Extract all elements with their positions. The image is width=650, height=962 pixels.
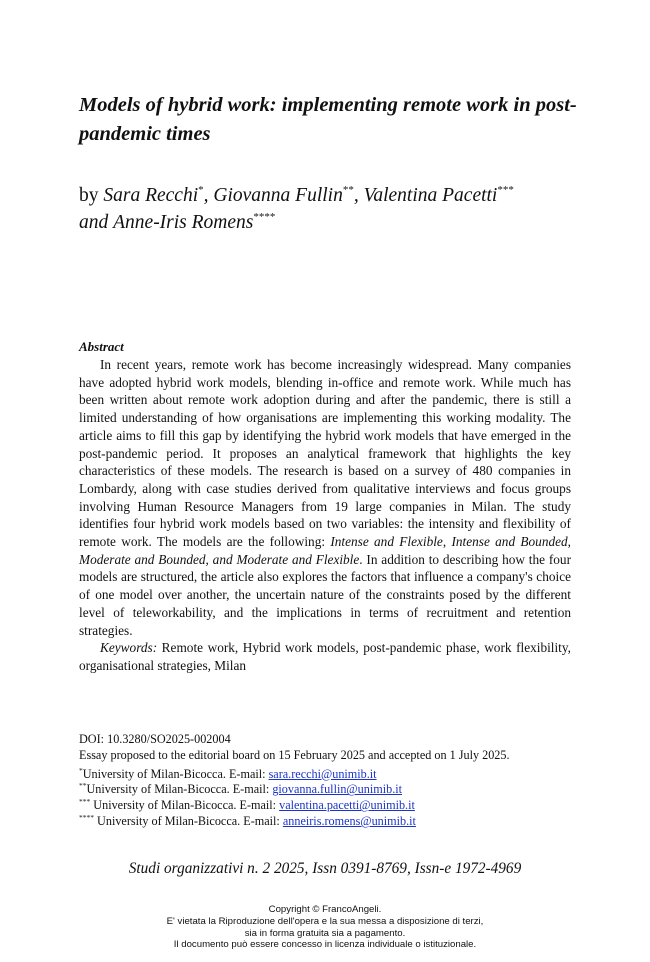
author-footnote-mark: *** — [497, 184, 514, 196]
keywords: Remote work, Hybrid work models, post-pandemic phase, work flexibility, organisational strategies, Milan — [79, 640, 571, 673]
footnotes — [79, 732, 599, 830]
model-name: Moderate and Flexible — [236, 551, 360, 567]
essay-note: Essay proposed to the editorial board on 15 February 2025 and accepted on 1 July 2025. — [79, 747, 510, 762]
author-name: Anne-Iris Romens — [113, 212, 254, 233]
copyright-line: E' vietata la Riproduzione dell'opera e la sua messa a disposizione di terzi, — [166, 915, 484, 927]
author-footnote-mark: * — [198, 184, 204, 196]
author-name: Valentina Pacetti — [363, 185, 498, 206]
by-label: by — [79, 185, 99, 206]
affiliation-text: University of Milan-Bicocca. E-mail: — [82, 766, 269, 781]
doi: DOI: 10.3280/SO2025-002004 — [79, 732, 231, 746]
copyright-line: Il documento può essere concesso in licenza individuale o istituzionale. — [173, 939, 477, 951]
author-separator: , — [203, 185, 214, 206]
footnote-mark: *** — [79, 797, 91, 807]
copyright-line: Copyright © FrancoAngeli. — [268, 904, 382, 915]
abstract-heading: Abstract — [79, 339, 124, 354]
keywords-label: Keywords: — [100, 640, 158, 656]
model-separator: , — [442, 534, 452, 550]
author-line — [79, 182, 599, 236]
model-separator: , and — [205, 551, 237, 567]
copyright-line: sia in forma gratuita sia a pagamento. — [244, 927, 406, 939]
author-name: Sara Recchi — [103, 185, 199, 206]
author-footnote-mark: **** — [253, 211, 276, 223]
affiliation-note — [79, 767, 599, 783]
email-link[interactable]: valentina.pacetti@unimib.it — [279, 798, 415, 813]
abstract-paragraph — [79, 356, 571, 639]
journal-citation: Studi organizzativi n. 2 2025, Issn 0391-8769, Issn-e 1972-4969 — [128, 860, 522, 877]
and-label: and — [79, 212, 109, 233]
model-name: Moderate and Bounded — [79, 551, 206, 567]
copyright-notice — [0, 904, 650, 951]
email-link[interactable]: anneiris.romens@unimib.it — [282, 813, 416, 828]
email-link[interactable]: sara.recchi@unimib.it — [268, 766, 377, 781]
author-footnote-mark: ** — [342, 184, 354, 196]
affiliation-text: University of Milan-Bicocca. E-mail: — [94, 813, 283, 828]
abstract-body — [79, 356, 571, 675]
affiliation-note — [79, 782, 599, 798]
article-title: Models of hybrid work: implementing remote work in post-pandemic times — [79, 94, 577, 145]
email-link[interactable]: giovanna.fullin@unimib.it — [272, 782, 403, 797]
footnote-mark: * — [79, 765, 83, 775]
footnote-mark: ** — [79, 781, 87, 791]
affiliation-text: University of Milan-Bicocca. E-mail: — [86, 782, 273, 797]
model-separator: , — [567, 534, 571, 550]
model-name: Intense and Bounded — [451, 534, 568, 550]
keywords-paragraph — [79, 639, 571, 674]
abstract-text-2: . In addition to describing how the four models are structured, the article also explores the factors that influence a company's choice of one model over another, the uncertain nature of the constraints posed by the different level of teleworkability, and the implications in terms of recruitment and retention strategies. — [79, 551, 571, 638]
model-name: Intense and Flexible — [330, 534, 443, 550]
author-separator: , — [353, 185, 364, 206]
affiliation-note — [79, 798, 599, 814]
affiliation-text: University of Milan-Bicocca. E-mail: — [90, 798, 280, 813]
affiliation-note — [79, 814, 599, 830]
author-name: Giovanna Fullin — [213, 185, 343, 206]
abstract-text: In recent years, remote work has become increasingly widespread. Many companies have adopted hybrid work models, blending in-office and remote work. While much has been written about remote work adoption during and after the pandemic, there is still a limited understanding of how organisations are implementing this working modality. The article aims to fill this gap by identifying the hybrid work models that have emerged in the post-pandemic period. It proposes an analytical framework that highlights the key characteristics of these models. The research is based on a survey of 480 companies in Lombardy, along with case studies derived from qualitative interviews and focus groups involving Human Resource Managers from 19 large companies in Milan. The study identifies four hybrid work models based on two variables: the intensity and flexibility of remote work. The models are the following: — [79, 357, 571, 550]
footnote-mark: **** — [79, 812, 94, 822]
